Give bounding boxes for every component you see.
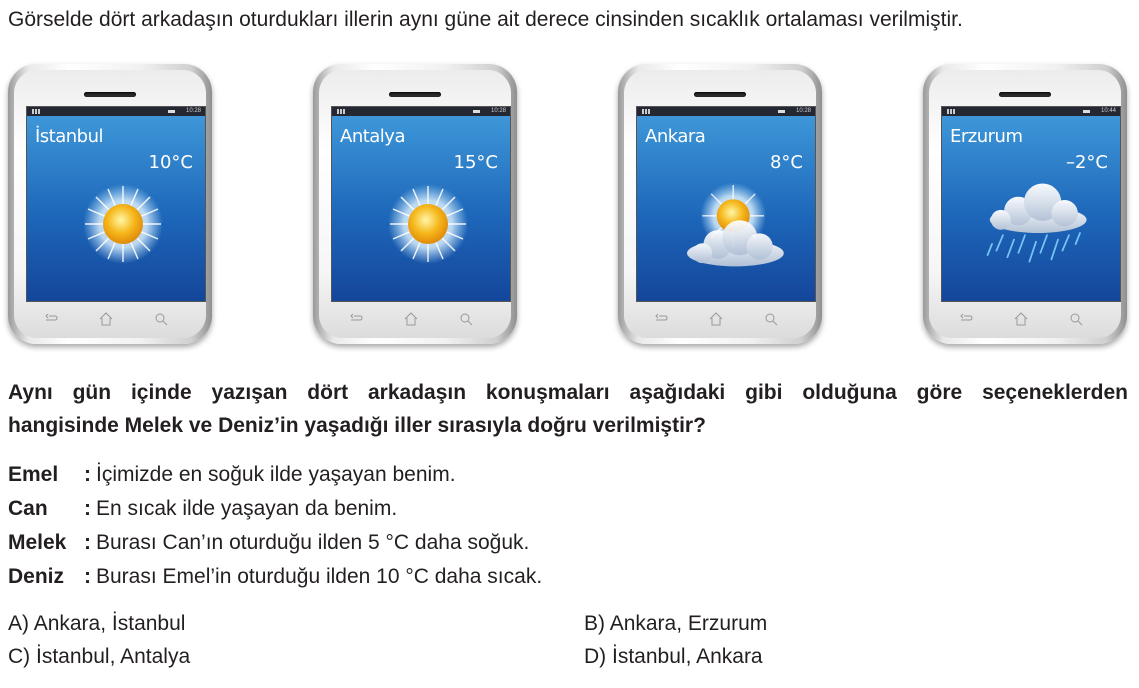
option-text: İstanbul, Ankara: [612, 645, 763, 668]
temperature: 8°C: [769, 152, 803, 173]
search-icon: [762, 310, 780, 328]
signal-icon: [337, 109, 345, 114]
city-name: Antalya: [340, 126, 405, 147]
city-name: Ankara: [645, 126, 706, 147]
back-icon: [347, 310, 365, 328]
speaker-name: Melek: [8, 531, 67, 554]
phone-nav-bar: [644, 310, 796, 328]
option-letter: C): [8, 645, 31, 668]
dialogue-row: [8, 560, 542, 594]
speaker-name: Deniz: [8, 565, 65, 588]
weather-panel: [332, 116, 510, 301]
speech-text: En sıcak ilde yaşayan da benim.: [96, 497, 398, 520]
option-b[interactable]: [584, 612, 767, 636]
home-icon: [707, 310, 725, 328]
speaker-name: Emel: [8, 463, 59, 486]
dialogue-row: [8, 458, 542, 492]
home-icon: [97, 310, 115, 328]
status-clock: 10:28: [185, 108, 201, 114]
status-bar: [942, 107, 1120, 116]
question-line-1-text: Aynı gün içinde yazışan dört arkadaşın konuşmaları aşağıdaki gibi olduğuna göre seçeneklerden: [8, 381, 1128, 404]
question-line-2: hangisinde Melek ve Deniz’in yaşadığı iller sırasıyla doğru verilmiştir?: [8, 414, 706, 437]
option-letter: B): [584, 612, 605, 635]
signal-icon: [32, 109, 40, 114]
question-stem: [8, 376, 1128, 442]
status-bar: [637, 107, 815, 116]
phone-screen: [331, 106, 511, 302]
phone-nav-bar: [339, 310, 491, 328]
option-letter: D): [584, 645, 607, 668]
home-icon: [1012, 310, 1030, 328]
sun-icon: [67, 174, 179, 274]
weather-panel: [27, 116, 205, 301]
partly-cloudy-icon: [661, 174, 801, 284]
phone-speaker: [84, 92, 136, 97]
phone-nav-bar: [949, 310, 1101, 328]
battery-icon: [473, 110, 480, 113]
dialogue-row: [8, 526, 542, 560]
option-c[interactable]: [8, 645, 190, 669]
question-line-1: [8, 376, 1128, 409]
colon: :: [84, 463, 91, 486]
search-icon: [1067, 310, 1085, 328]
phone-screen: [941, 106, 1121, 302]
phone-antalya: [313, 64, 517, 344]
phone-istanbul: [8, 64, 212, 344]
signal-icon: [947, 109, 955, 114]
status-clock: 10:28: [795, 108, 811, 114]
phone-nav-bar: [34, 310, 186, 328]
back-icon: [652, 310, 670, 328]
option-a[interactable]: [8, 612, 185, 636]
colon: :: [84, 565, 91, 588]
back-icon: [957, 310, 975, 328]
dialogue-row: [8, 492, 542, 526]
weather-panel: [637, 116, 815, 301]
status-bar: [27, 107, 205, 116]
colon: :: [84, 531, 91, 554]
status-bar: [332, 107, 510, 116]
phone-screen: [26, 106, 206, 302]
phone-screen: [636, 106, 816, 302]
status-clock: 10:28: [490, 108, 506, 114]
search-icon: [457, 310, 475, 328]
signal-icon: [642, 109, 650, 114]
phone-speaker: [694, 92, 746, 97]
status-clock: 10:44: [1100, 108, 1116, 114]
speech-text: Burası Can’ın oturduğu ilden 5 °C daha soğuk.: [96, 531, 530, 554]
search-icon: [152, 310, 170, 328]
intro-text: Görselde dört arkadaşın oturdukları illerin aynı güne ait derece cinsinden sıcaklık ortalaması verilmiştir.: [8, 8, 963, 31]
battery-icon: [1083, 110, 1090, 113]
speech-text: İçimizde en soğuk ilde yaşayan benim.: [96, 463, 456, 486]
option-text: Ankara, Erzurum: [609, 612, 768, 635]
battery-icon: [778, 110, 785, 113]
rain-cloud-icon: [966, 178, 1106, 288]
city-name: İstanbul: [35, 126, 104, 147]
dialogue: [8, 458, 542, 594]
phone-speaker: [999, 92, 1051, 97]
back-icon: [42, 310, 60, 328]
phone-row: [0, 64, 1139, 354]
speech-text: Burası Emel’in oturduğu ilden 10 °C daha sıcak.: [96, 565, 543, 588]
city-name: Erzurum: [950, 126, 1023, 147]
phone-speaker: [389, 92, 441, 97]
option-d[interactable]: [584, 645, 763, 669]
phone-erzurum: [923, 64, 1127, 344]
temperature: 10°C: [148, 152, 193, 173]
speaker-name: Can: [8, 497, 48, 520]
temperature: –2°C: [1065, 152, 1108, 173]
weather-panel: [942, 116, 1120, 301]
home-icon: [402, 310, 420, 328]
option-text: Ankara, İstanbul: [33, 612, 186, 635]
sun-icon: [372, 174, 484, 274]
option-text: İstanbul, Antalya: [36, 645, 191, 668]
temperature: 15°C: [453, 152, 498, 173]
option-letter: A): [8, 612, 29, 635]
colon: :: [84, 497, 91, 520]
battery-icon: [168, 110, 175, 113]
phone-ankara: [618, 64, 822, 344]
